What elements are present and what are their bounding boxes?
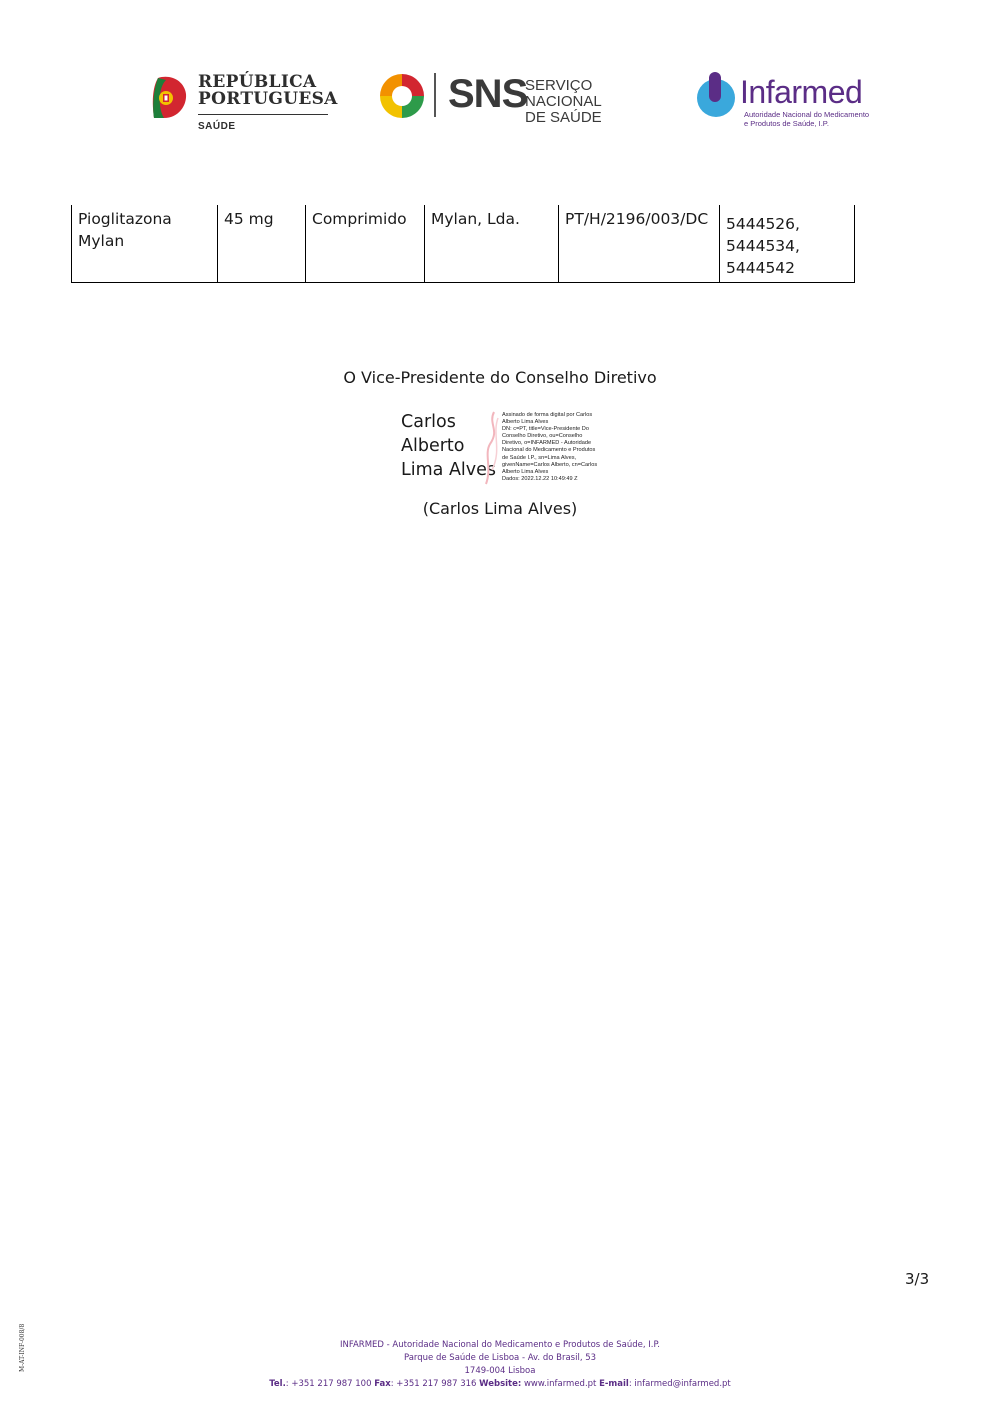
code-2: 5444534, xyxy=(726,237,800,255)
signatory-role: O Vice-Presidente do Conselho Diretivo xyxy=(343,368,657,387)
footer-org: INFARMED - Autoridade Nacional do Medicamento e Produtos de Saúde, I.P. xyxy=(340,1340,660,1350)
footer-postcode: 1749-004 Lisboa xyxy=(464,1366,536,1376)
footer-address: Parque de Saúde de Lisboa - Av. do Brasil, 53 xyxy=(403,1353,597,1363)
medicine-name-cell xyxy=(72,205,218,283)
email-link[interactable]: : infarmed@infarmed.pt xyxy=(628,1379,731,1389)
sns-ring-icon xyxy=(378,72,426,120)
republica-portuguesa-logo xyxy=(150,72,338,136)
form-cell: Comprimido xyxy=(306,205,425,283)
footer xyxy=(0,1339,1000,1391)
infarmed-subtitle: Autoridade Nacional do Medicamento e Produtos de Saúde, I.P. xyxy=(744,110,870,128)
dose-cell: 45 mg xyxy=(218,205,306,283)
logo-divider xyxy=(198,114,328,115)
sns-wordmark: SNS xyxy=(448,72,528,116)
medicine-table xyxy=(71,205,855,283)
holder-cell: Mylan, Lda. xyxy=(425,205,559,283)
medicine-name: Pioglitazona xyxy=(78,210,172,228)
infarmed-logo xyxy=(694,72,874,134)
printed-name: (Carlos Lima Alves) xyxy=(422,499,578,518)
procedure-cell: PT/H/2196/003/DC xyxy=(559,205,720,283)
medicine-name-cont: Mylan xyxy=(78,232,125,250)
sns-subtitle: SERVIÇO NACIONAL DE SAÚDE xyxy=(525,77,602,126)
document-reference-code: M-AT-INF-008/8 xyxy=(19,1323,26,1372)
footer-contacts: Tel.: +351 217 987 100 Fax: +351 217 987 316 Website: www.infarmed.pt E-mail: infarmed@infarmed.pt xyxy=(269,1379,731,1389)
republica-saude-label: SAÚDE xyxy=(198,121,236,132)
codes-cell xyxy=(720,205,855,283)
infarmed-icon xyxy=(694,72,738,118)
code-3: 5444542 xyxy=(726,259,796,277)
sns-divider xyxy=(434,73,436,117)
page-number: 3/3 xyxy=(905,1270,930,1288)
code-1: 5444526, xyxy=(726,215,800,233)
signature-name: Carlos Alberto Lima Alves xyxy=(401,412,497,480)
website-link[interactable]: www.infarmed.pt xyxy=(523,1379,597,1389)
sns-logo xyxy=(378,70,648,126)
republica-portuguesa-wordmark: REPÚBLICA PORTUGUESA xyxy=(198,72,338,109)
portugal-flag-icon xyxy=(150,74,188,120)
digital-signature-details: Assinado de forma digital por Carlos Alberto Lima Alves DN: c=PT, title=Vice-Presidente Do Conselho Diretivo, ou=Conselho Diretivo, o=INFARMED - Autoridade Nacional do Medicamento e Produtos de Saúde I.P., sn=Lima Alves, givenName=Carlos Alberto, cn=Carlos Alberto Lima Alves Dados: 2022.12.22 10:49:49 Z xyxy=(502,412,598,482)
table-row xyxy=(72,205,855,283)
infarmed-wordmark: Infarmed xyxy=(740,74,863,110)
